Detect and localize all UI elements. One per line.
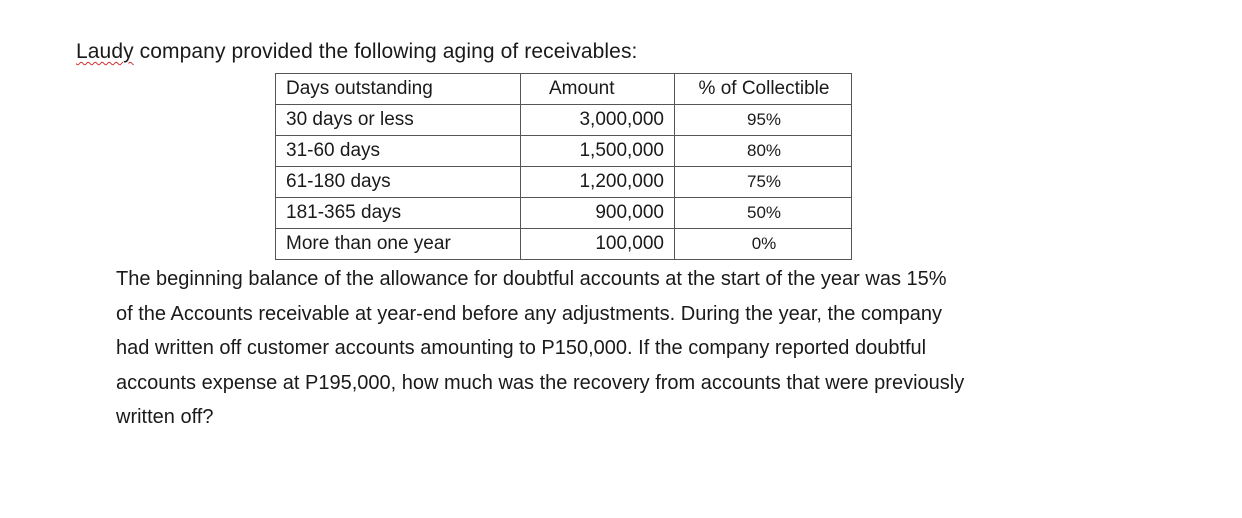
table-header-row (276, 74, 852, 105)
header-percent-collectible: % of Collectible (675, 74, 852, 105)
company-name: Laudy (76, 40, 134, 63)
question-line: The beginning balance of the allowance for doubtful accounts at the start of the year was 15% (116, 268, 947, 290)
question-line: accounts expense at P195,000, how much was the recovery from accounts that were previously (116, 371, 965, 394)
cell-percent: 75% (675, 167, 852, 198)
cell-days: 181-365 days (276, 198, 521, 229)
cell-amount: 100,000 (521, 229, 675, 260)
cell-percent: 80% (675, 136, 852, 167)
question-line: written off? (116, 406, 214, 428)
intro-rest: company provided the following aging of receivables: (133, 40, 638, 63)
table-row (276, 167, 852, 198)
intro-text (76, 40, 637, 64)
cell-amount: 1,500,000 (521, 136, 675, 167)
cell-days: 61-180 days (276, 167, 521, 198)
cell-days: 30 days or less (276, 105, 521, 136)
cell-amount: 3,000,000 (521, 105, 675, 136)
question-paragraph (116, 262, 1116, 435)
question-line: of the Accounts receivable at year-end before any adjustments. During the year, the company (116, 302, 943, 325)
table-row (276, 229, 852, 260)
cell-days: 31-60 days (276, 136, 521, 167)
header-days-outstanding: Days outstanding (276, 74, 521, 105)
table-row (276, 198, 852, 229)
aging-table (275, 73, 852, 260)
cell-percent: 95% (675, 105, 852, 136)
cell-percent: 0% (675, 229, 852, 260)
header-amount: Amount (521, 74, 675, 105)
cell-days: More than one year (276, 229, 521, 260)
cell-amount: 1,200,000 (521, 167, 675, 198)
question-line: had written off customer accounts amounting to P150,000. If the company reported doubtful (116, 337, 927, 359)
cell-percent: 50% (675, 198, 852, 229)
table-row (276, 136, 852, 167)
table-row (276, 105, 852, 136)
cell-amount: 900,000 (521, 198, 675, 229)
